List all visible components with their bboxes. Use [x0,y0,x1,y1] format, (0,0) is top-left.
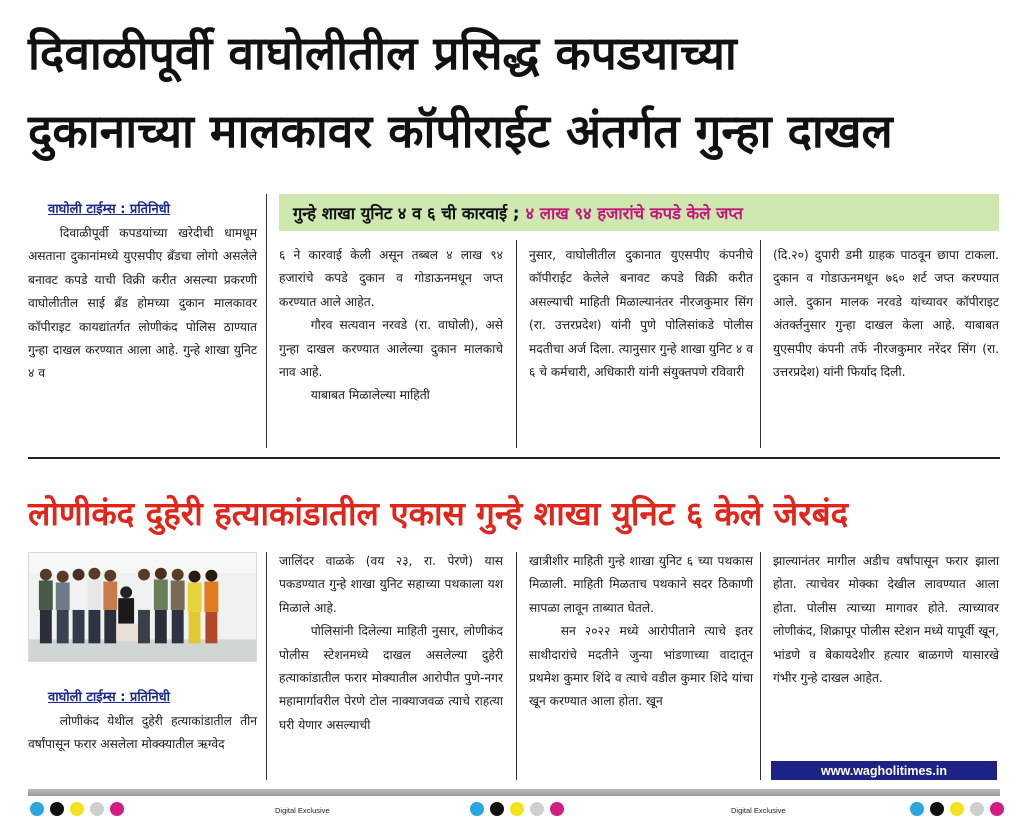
black-dot-icon [490,802,504,816]
gray-dot-icon [530,802,544,816]
story-1-col3-text: नुसार, वाघोलीतील दुकानात युएसपीए कंपनीचे कॉपीराईट केलेले बनावट कपडे विक्री करीत असल्याची माहिती मिळाल्यानंतर नीरजकुमार सिंग (रा. उत्तरप्रदेश) यांनी पुणे पोलिसांकडे पोलीस मदतीचा अर्ज दिला. त्यानुसार गुन्हे शाखा युनिट ४ व ६ चे कर्मचारी, अधिकारी यांनी संयुक्तपणे रविवारी [529,248,753,380]
section-divider [28,457,1000,459]
cyan-dot-icon [30,802,44,816]
gray-dot-icon [90,802,104,816]
headline-1-line-2: दुकानाच्या मालकावर कॉपीराईट अंतर्गत गुन्हा दाखल [28,104,893,158]
headline-2: लोणीकंद दुहेरी हत्याकांडातील एकास गुन्हे शाखा युनिट ६ केले जेरबंद [28,494,849,533]
group-photo-illustration [29,553,256,661]
subheading-part-2: ४ लाख ९४ हजारांचे कपडे केले जप्त [525,204,743,223]
story-2-col2-p1: जालिंदर वाळके (वय २३, रा. पेरणे) यास पकडण्यात गुन्हे शाखा युनिट सहाच्या पथकाला यश मिळाले आहे. [279,554,503,615]
magenta-dot-icon [110,802,124,816]
story-1-column-2 [279,244,503,408]
registration-marks-center [470,802,564,816]
registration-marks-right [910,802,1004,816]
story-2-column-4 [773,550,999,690]
story-1-col1-text: दिवाळीपूर्वी कपडयांच्या खरेदीची धामधूम असताना दुकानांमध्ये युएसपीए ब्रँडचा लोगो असलेले बनावट कपडे याची विक्री करीत असल्या प्रकरणी वाघोलीतील साई ब्रँड होमच्या दुकान मालकावर कॉपीराइट कायद्यांतर्गत लोणीकंद पोलिस ठाण्यात गुन्हा दाखल करण्यात आला आहे. गुन्हे शाखा युनिट ४ व [28,226,257,381]
footer-bar [28,789,1000,796]
story-2-byline: वाघोली टाईम्स : प्रतिनिधी [48,690,171,705]
yellow-dot-icon [70,802,84,816]
story-2-col1-text: लोणीकंद येथील दुहेरी हत्याकांडातील तीन वर्षांपासून फरार असलेला मोक्क्यातील ऋग्वेद [28,714,257,752]
subheading-part-1: गुन्हे शाखा युनिट ४ व ६ ची कारवाई ; [293,204,520,223]
registration-marks-left [30,802,124,816]
story-2-col3-p2: सन २०२२ मध्ये आरोपीताने त्याचे इतर साथीदारांचे मदतीने जुन्या भांडणाच्या वादातून प्रथमेश कुमार शिंदे व त्याचे वडील कुमार शिंदे यांचा खून करण्यात आला होता. खून [529,624,753,709]
cyan-dot-icon [910,802,924,816]
story-2-col4-text: झाल्यानंतर मागील अडीच वर्षांपासून फरार झाला होता. त्याचेवर मोक्का देखील लावण्यात आला होता. पोलीस त्याच्या मागावर होते. त्याच्यावर लोणीकंद, शिक्रापूर पोलीस स्टेशन मध्ये यापूर्वी खून, भांडणे व बेकायदेशीर हत्यार बाळगणे यासारखे गंभीर गुन्हे दाखल आहेत. [773,554,999,686]
website-banner: www.wagholitimes.in [771,761,997,780]
story-1-col2-p1: ६ ने कारवाई केली असून तब्बल ४ लाख ९४ हजारांचे कपडे दुकान व गोडाऊनमधून जप्त करण्यात आले आहेत. [279,248,503,309]
story-2-col2-p2: पोलिसांनी दिलेल्या माहिती नुसार, लोणीकंद पोलीस स्टेशनमध्ये दाखल असलेल्या दुहेरी हत्याकांडातील फरार मोक्यातील आरोपीत पुणे-नगर महामार्गावरील पेरणे टोल नाक्याजवळ त्याचे राहत्या घरी येणार असल्याची [279,624,503,732]
footer-label-left: Digital Exclusive [275,806,330,815]
story-2-column-3 [529,550,753,714]
yellow-dot-icon [950,802,964,816]
story-2-col3-p1: खात्रीशीर माहिती गुन्हे शाखा युनिट ६ च्या पथकास मिळाली. माहिती मिळताच पथकाने सदर ठिकाणी सापळा लावून ताब्यात घेतले. [529,554,753,615]
story-1-column-4 [773,244,999,384]
column-divider [266,552,267,780]
column-divider [760,240,761,448]
yellow-dot-icon [510,802,524,816]
group-photo [28,552,257,662]
story-2-column-1 [28,710,257,757]
column-divider [516,552,517,780]
column-divider [516,240,517,448]
story-1-col4-text: (दि.२०) दुपारी डमी ग्राहक पाठवून छापा टाकला. दुकान व गोडाऊनमधून ७६० शर्ट जप्त करण्यात आले. दुकान मालक नरवडे यांच्यावर कॉपीराइट अंतर्क्तनुसार गुन्हा दाखल केला आहे. याबाबत युएसपीए कंपनी तर्फे नीरजकुमार नरेंदर सिंग (रा. उत्तरप्रदेश) यांनी फिर्याद दिली. [773,248,999,380]
story-1-byline: वाघोली टाईम्स : प्रतिनिधी [48,202,171,217]
headline-1-line-1: दिवाळीपूर्वी वाघोलीतील प्रसिद्ध कपडयाच्या [28,26,737,80]
story-1-column-1 [28,222,257,386]
story-1-subheading [279,194,999,231]
story-1-col2-p3: याबाबत मिळालेल्या माहिती [310,388,430,403]
magenta-dot-icon [550,802,564,816]
story-2-column-2 [279,550,503,737]
story-1-column-3 [529,244,753,384]
column-divider [266,194,267,448]
story-1-col2-p2: गौरव सत्यवान नरवडे (रा. वाघोली), असे गुन्हा दाखल करण्यात आलेल्या दुकान मालकाचे नाव आहे. [279,318,503,380]
magenta-dot-icon [990,802,1004,816]
footer-label-right: Digital Exclusive [731,806,786,815]
black-dot-icon [50,802,64,816]
cyan-dot-icon [470,802,484,816]
column-divider [760,552,761,780]
black-dot-icon [930,802,944,816]
gray-dot-icon [970,802,984,816]
